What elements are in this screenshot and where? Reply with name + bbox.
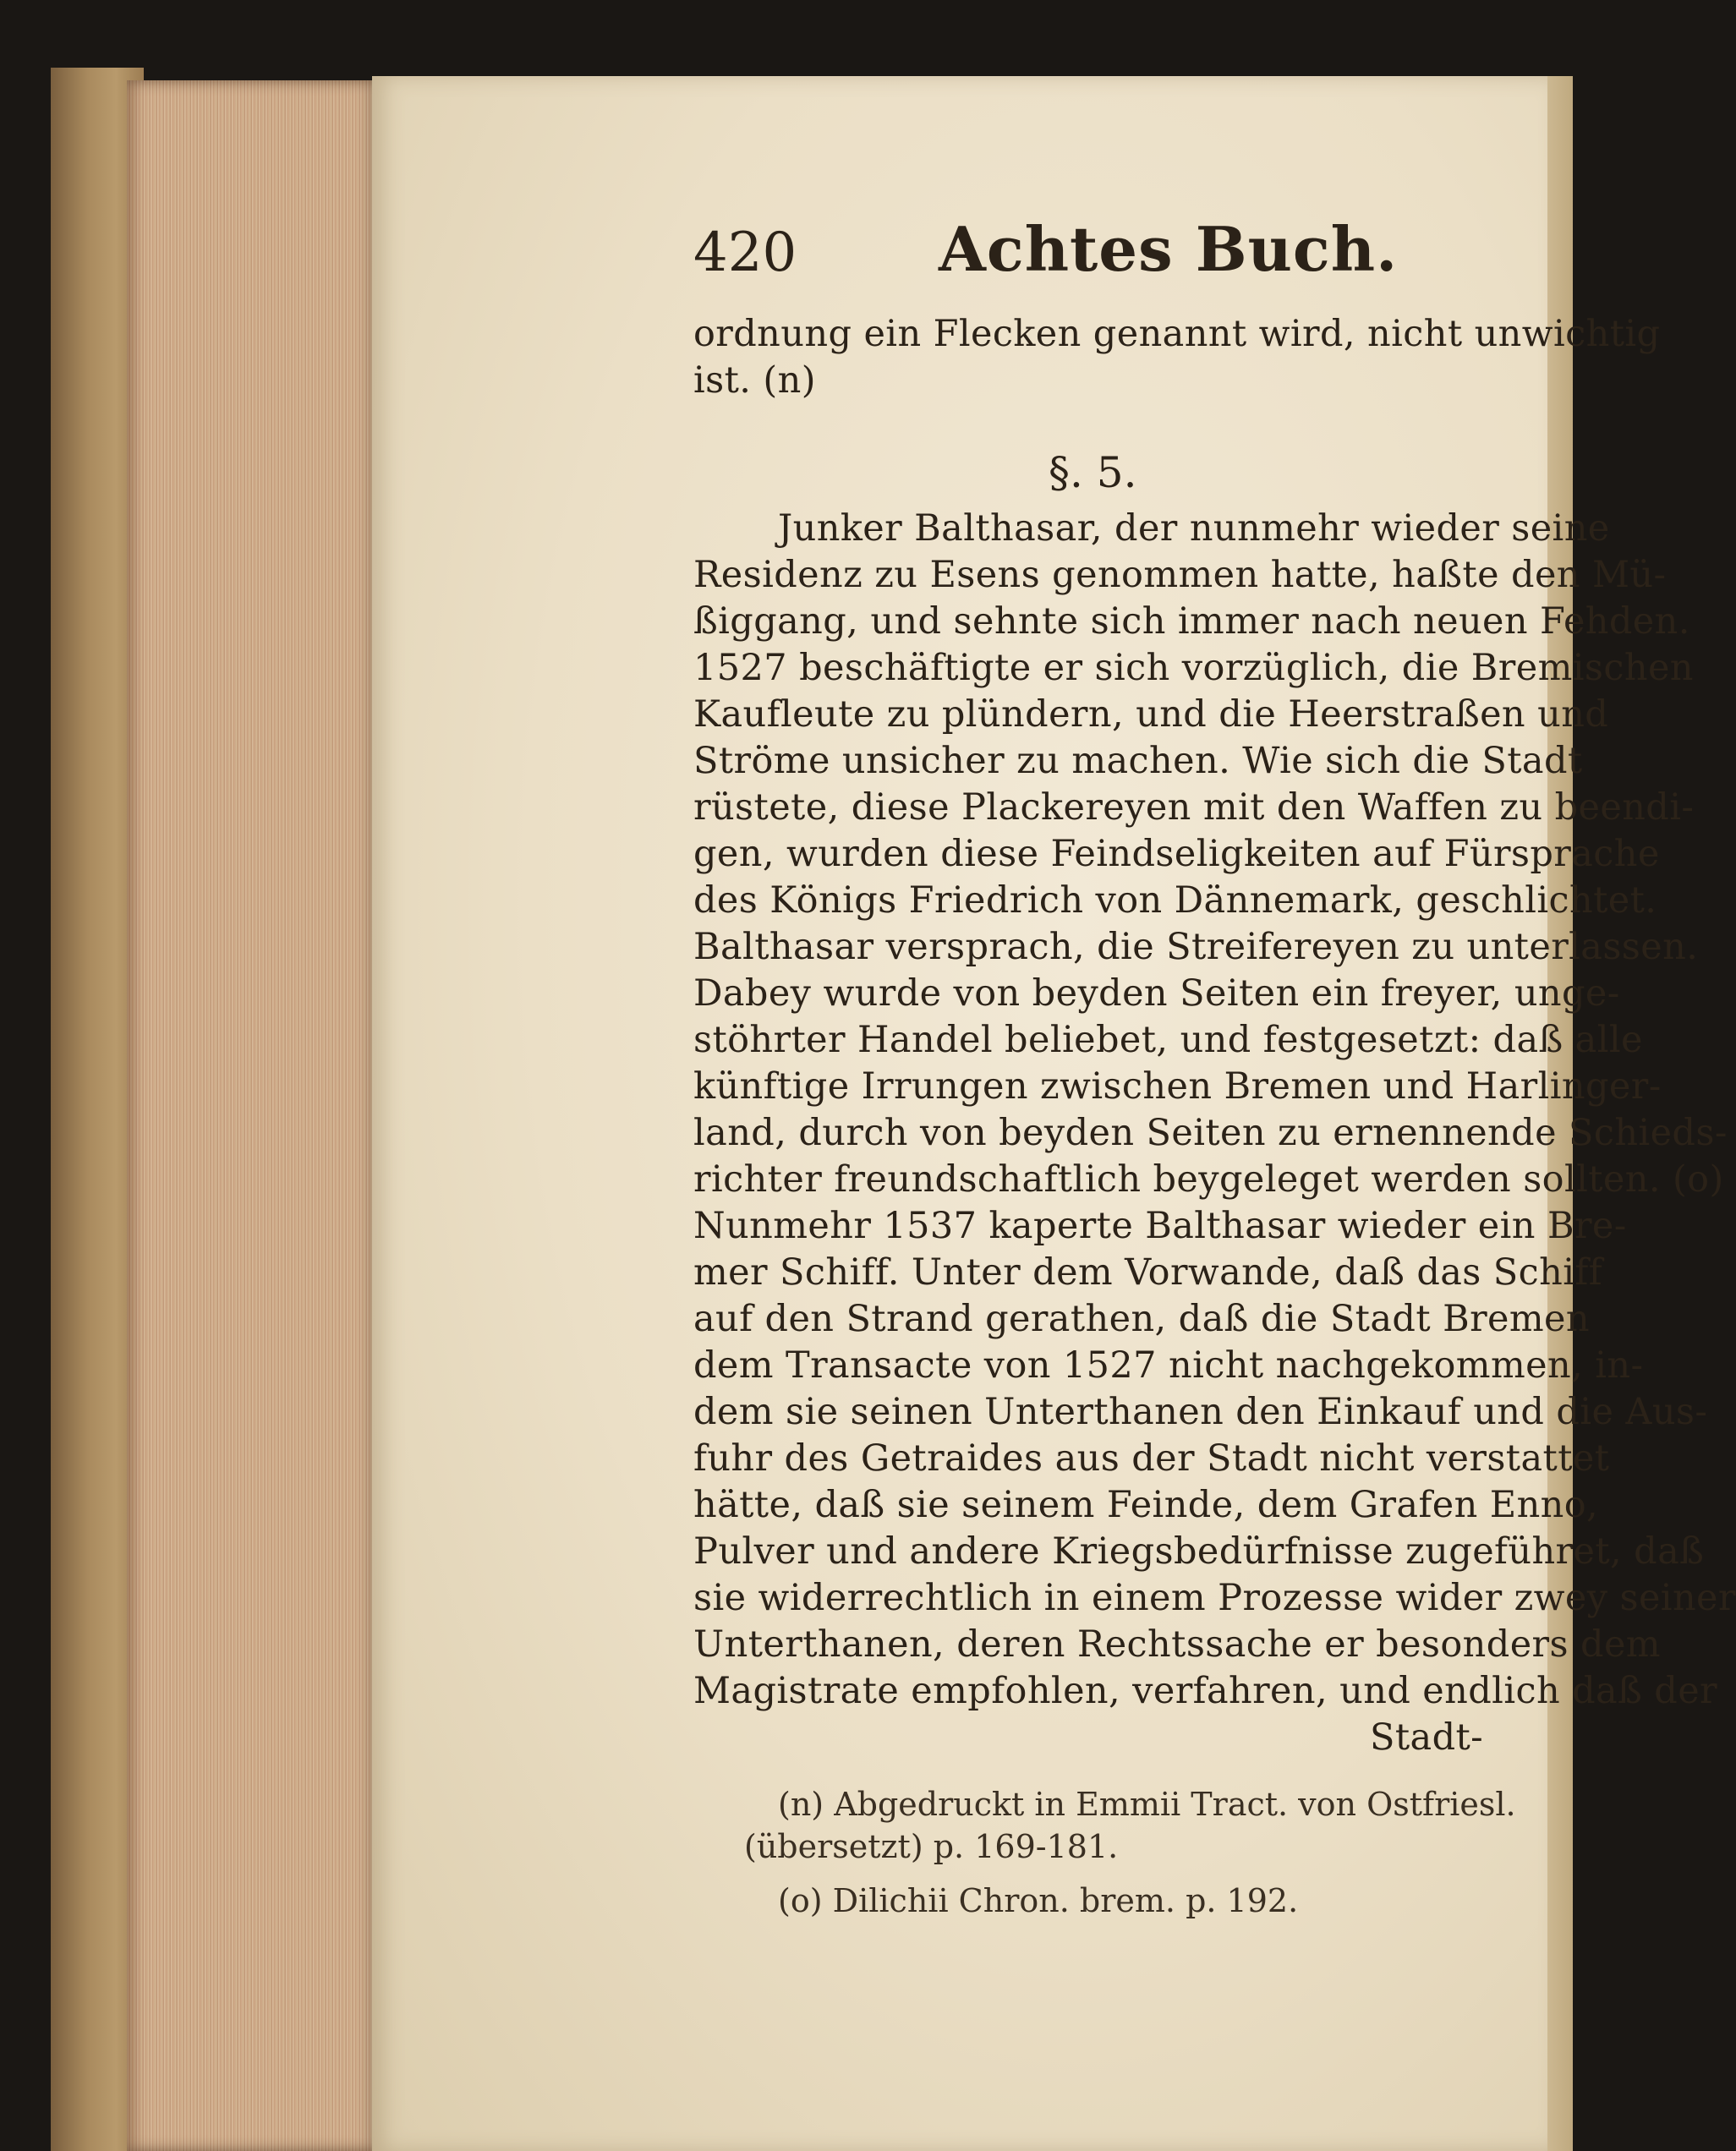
body-line: Junker Balthasar, der nunmehr wieder seine [778, 507, 1610, 550]
footnote: (o) Dilichii Chron. brem. p. 192. [778, 1882, 1299, 1919]
body-line: ordnung ein Flecken genannt wird, nicht unwichtig [693, 313, 1661, 355]
footnote: (n) Abgedruckt in Emmii Tract. von Ostfriesl. [778, 1786, 1516, 1823]
body-line: dem Transacte von 1527 nicht nachgekommen, in- [693, 1344, 1644, 1387]
page-number: 420 [693, 222, 797, 284]
body-line: künftige Irrungen zwischen Bremen und Harlinger- [693, 1065, 1662, 1108]
body-line: mer Schiff. Unter dem Vorwande, daß das Schiff [693, 1251, 1603, 1294]
body-line: ßiggang, und sehnte sich immer nach neuen Fehden. [693, 600, 1690, 643]
body-line: 1527 beschäftigte er sich vorzüglich, die Bremischen [693, 647, 1694, 689]
body-line: auf den Strand gerathen, daß die Stadt Bremen [693, 1298, 1590, 1340]
body-line: hätte, daß sie seinem Feinde, dem Grafen Enno, [693, 1484, 1599, 1526]
body-line: Ströme unsicher zu machen. Wie sich die Stadt [693, 740, 1583, 782]
body-line: land, durch von beyden Seiten zu ernennende Schieds- [693, 1112, 1728, 1154]
body-line: richter freundschaftlich beygeleget werden sollten. (o) [693, 1158, 1724, 1201]
body-line: dem sie seinen Unterthanen den Einkauf und die Aus- [693, 1391, 1708, 1433]
body-line: fuhr des Getraides aus der Stadt nicht verstattet [693, 1437, 1610, 1480]
page-edges [127, 80, 381, 2151]
catchword: Stadt- [1370, 1716, 1484, 1759]
body-line: gen, wurden diese Feindseligkeiten auf Fürsprache [693, 833, 1660, 875]
body-line: stöhrter Handel beliebet, und festgesetzt: daß alle [693, 1019, 1643, 1061]
body-line: rüstete, diese Plackereyen mit den Waffen zu beendi- [693, 786, 1695, 829]
body-line: Nunmehr 1537 kaperte Balthasar wieder ein Bre- [693, 1205, 1627, 1247]
body-line: sie widerrechtlich in einem Prozesse wider zwey seiner [693, 1577, 1736, 1619]
body-line: Pulver und andere Kriegsbedürfnisse zugeführet, daß [693, 1530, 1705, 1573]
body-line: Unterthanen, deren Rechtssache er besonders dem [693, 1623, 1661, 1666]
body-line: Balthasar versprach, die Streifereyen zu unterlassen. [693, 926, 1699, 968]
running-title: Achtes Buch. [939, 213, 1399, 285]
footnote: (übersetzt) p. 169-181. [744, 1828, 1119, 1865]
body-line: Residenz zu Esens genommen hatte, haßte den Mü- [693, 554, 1667, 596]
body-line: Kaufleute zu plündern, und die Heerstraßen und [693, 693, 1609, 736]
body-line: Dabey wurde von beyden Seiten ein freyer, unge- [693, 972, 1620, 1015]
section-heading: §. 5. [1049, 448, 1137, 497]
body-line: des Königs Friedrich von Dännemark, geschlichtet. [693, 879, 1657, 922]
body-line: Magistrate empfohlen, verfahren, und endlich daß der [693, 1670, 1718, 1712]
body-line: ist. (n) [693, 359, 816, 402]
